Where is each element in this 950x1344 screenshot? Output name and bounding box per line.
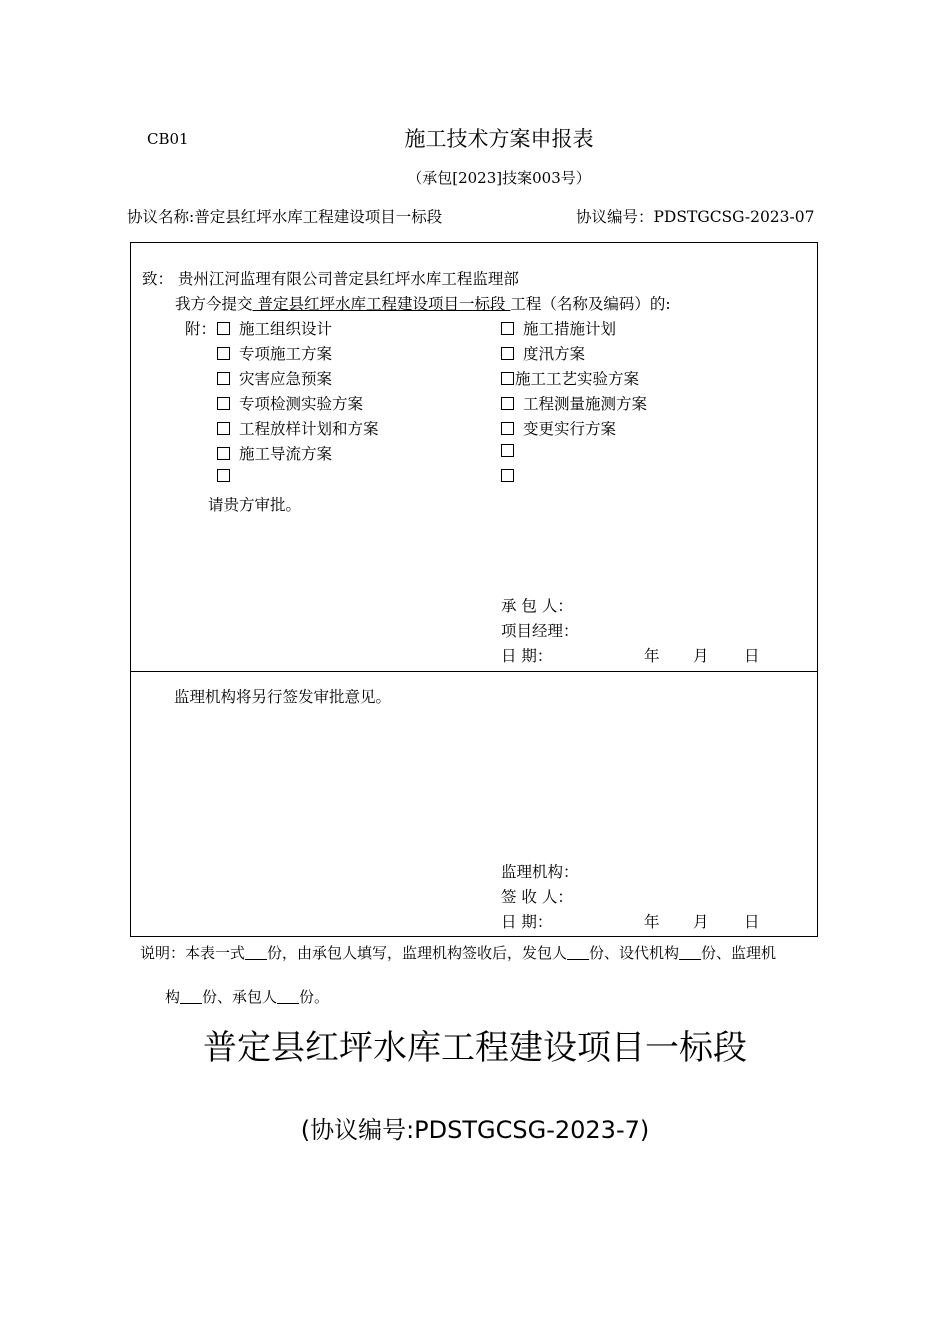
form-note-line1: 说明：本表一式 份，由承包人填写，监理机构签收后，发包人 份、设代机构 份、监理机: [140, 944, 777, 962]
month-label: 月: [693, 913, 709, 931]
project-title: 普定县红坪水库工程建设项目一标段: [203, 1028, 747, 1068]
supervision-org-label: 监理机构：: [501, 863, 579, 881]
checkbox-item-right[interactable]: 度汛方案: [501, 342, 585, 364]
year-label: 年: [644, 913, 660, 931]
submit-prefix: 我方今提交: [175, 295, 253, 313]
form-note-line2: 构 份、承包人 份。: [165, 988, 330, 1006]
checkbox-icon[interactable]: [217, 347, 230, 360]
manager-label: 项目经理：: [501, 622, 579, 640]
approval-request: 请贵方审批。: [208, 496, 302, 514]
checkbox-item-right[interactable]: 变更实行方案: [501, 417, 616, 439]
day-label: 日: [744, 647, 760, 665]
addressee: 致： 贵州江河监理有限公司普定县红坪水库工程监理部: [142, 270, 519, 288]
checkbox-item-right[interactable]: [501, 467, 518, 485]
form-title: 施工技术方案申报表: [404, 127, 594, 151]
blank-field: [679, 945, 701, 960]
checkbox-icon[interactable]: [501, 444, 514, 457]
checkbox-icon[interactable]: [501, 347, 514, 360]
checkbox-item-left[interactable]: 专项施工方案: [217, 342, 332, 364]
checkbox-icon[interactable]: [501, 397, 514, 410]
agreement-name: 协议名称:普定县红坪水库工程建设项目一标段: [127, 208, 443, 226]
checkbox-item-right[interactable]: 施工工艺实验方案: [501, 367, 639, 389]
checkbox-item-left[interactable]: 灾害应急预案: [217, 367, 332, 389]
checkbox-icon[interactable]: [217, 447, 230, 460]
checkbox-icon[interactable]: [217, 469, 230, 482]
date-label: 日 期：: [501, 913, 553, 931]
checkbox-item-right[interactable]: 施工措施计划: [501, 317, 616, 339]
day-label: 日: [744, 913, 760, 931]
blank-field: [277, 989, 299, 1004]
blank-field: [567, 945, 589, 960]
checkbox-icon[interactable]: [217, 422, 230, 435]
month-label: 月: [693, 647, 709, 665]
blank-field: [180, 989, 202, 1004]
project-name: 普定县红坪水库工程建设项目一标段: [252, 295, 511, 313]
checkbox-icon[interactable]: [501, 322, 514, 335]
checkbox-icon[interactable]: [217, 322, 230, 335]
receiver-label: 签 收 人：: [501, 888, 573, 906]
checkbox-item-right[interactable]: 工程测量施测方案: [501, 392, 647, 414]
checkbox-icon[interactable]: [217, 397, 230, 410]
checkbox-item-left[interactable]: 专项检测实验方案: [217, 392, 363, 414]
checkbox-item-right[interactable]: [501, 442, 518, 460]
checkbox-icon[interactable]: [501, 469, 514, 482]
attach-label: 附：: [185, 320, 217, 338]
checkbox-item-left[interactable]: 施工导流方案: [217, 442, 332, 464]
form-code: CB01: [147, 130, 189, 148]
year-label: 年: [644, 647, 660, 665]
checkbox-icon[interactable]: [501, 372, 514, 385]
submission-section: [130, 242, 818, 672]
checkbox-icon[interactable]: [217, 372, 230, 385]
date-label: 日 期：: [501, 647, 553, 665]
checkbox-item-left[interactable]: [217, 467, 234, 485]
submit-line: [175, 292, 671, 314]
supervision-comment: 监理机构将另行签发审批意见。: [174, 688, 392, 706]
checkbox-icon[interactable]: [501, 422, 514, 435]
blank-field: [245, 945, 267, 960]
contractor-label: 承 包 人：: [501, 597, 573, 615]
supervision-section: [130, 671, 818, 937]
checkbox-item-left[interactable]: 工程放样计划和方案: [217, 417, 378, 439]
form-subtitle: （承包[2023]技案003号）: [407, 169, 591, 187]
agreement-number: 协议编号：PDSTGCSG-2023-07: [576, 208, 815, 226]
checkbox-item-left[interactable]: 施工组织设计: [217, 317, 332, 339]
agreement-code: (协议编号:PDSTGCSG-2023-7): [300, 1116, 650, 1144]
submit-suffix: 工程（名称及编码）的:: [510, 295, 671, 313]
